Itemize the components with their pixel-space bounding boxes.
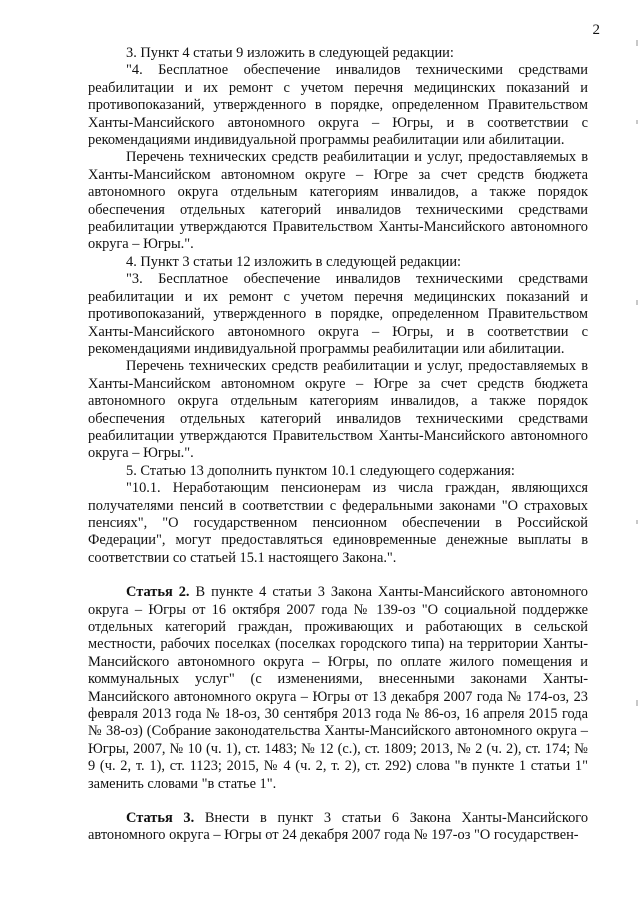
paragraph-list-technical-means-2: Перечень технических средств реабилитации и услуг, предоставляемых в Ханты-Мансийском автономном округе – Югре за счет средств бюджета автономного округа отдельным категориям инвалидов, а также порядок обеспечения отдельных категорий инвалидов техническими средствами реабилитации утверждаются Правительством Ханты-Мансийского автономного округа – Югры.". <box>88 358 588 462</box>
scan-edge-mark <box>636 120 638 124</box>
article-2-label: Статья 2. <box>126 584 190 601</box>
paragraph-new-point-3: "3. Бесплатное обеспечение инвалидов техническими средствами реабилитации и их ремонт с учетом перечня медицинских показаний и противопоказаний, утвержденного в порядке, определенном Правительством Ханты-Мансийского автономного округа – Югры, и в соответствии с рекомендациями индивидуальной программы реабилитации или абилитации. <box>88 271 588 357</box>
scan-edge-mark <box>636 700 638 706</box>
article-2-text: В пункте 4 статьи 3 Закона Ханты-Мансийского автономного округа – Югры от 16 октября 2007 года № 139-оз "О социальной поддержке отдельных категорий граждан, проживающих и работающих в сельской местности, рабочих поселках (поселках городского типа) на территории Ханты-Мансийского автономного округа – Югры, по оплате жилого помещения и коммунальных услуг" (с изменениями, внесенными законами Ханты-Мансийского автономного округа – Югры от 13 декабря 2007 года № 174-оз, 23 февраля 2013 года № 18-оз, 30 сентября 2013 года № 86-оз, 16 апреля 2015 года № 38-оз) (Собрание законодательства Ханты-Мансийского автономного округа – Югры, 2007, № 10 (ч. 1), ст. 1483; № 12 (с.), ст. 1809; 2013, № 2 (ч. 2), ст. 174; № 9 (ч. 2, т. 1), ст. 1123; 2015, № 4 (ч. 2, т. 2), ст. 292) слова "в пункте 1 статьи 1" заменить словами "в статье 1". <box>88 584 589 792</box>
paragraph-point-10-1: "10.1. Неработающим пенсионерам из числа граждан, являющихся получателями пенсий в соответствии с федеральными законами "О страховых пенсиях", "О государственном пенсионном обеспечении в Российской Федерации", могут предоставляться единовременные денежные выплаты в соответствии со статьей 15.1 настоящего Закона.". <box>88 480 588 566</box>
page-number: 2 <box>592 22 600 38</box>
scan-edge-mark <box>636 40 638 46</box>
scan-edge-mark <box>636 300 638 305</box>
paragraph-item-5: 5. Статью 13 дополнить пунктом 10.1 следующего содержания: <box>126 462 515 479</box>
scan-edge-mark <box>636 520 638 524</box>
article-3-text: Внести в пункт 3 статьи 6 Закона Ханты-Мансийского автономного округа – Югры от 24 декабря 2007 года № 197-оз "О государствен- <box>88 810 589 844</box>
paragraph-list-technical-means: Перечень технических средств реабилитации и услуг, предоставляемых в Ханты-Мансийском автономном округе – Югре за счет средств бюджета автономного округа отдельным категориям инвалидов, а также порядок обеспечения отдельных категорий инвалидов техническими средствами реабилитации утверждаются Правительством Ханты-Мансийского автономного округа – Югры.". <box>88 149 588 253</box>
article-3-label: Статья 3. <box>126 810 195 827</box>
paragraph-item-3: 3. Пункт 4 статьи 9 изложить в следующей редакции: <box>126 45 454 61</box>
paragraph-item-4: 4. Пункт 3 статьи 12 изложить в следующей редакции: <box>126 253 462 270</box>
article-3 <box>88 810 588 845</box>
article-2 <box>88 584 588 793</box>
document-body <box>88 45 588 845</box>
paragraph-new-point-4: "4. Бесплатное обеспечение инвалидов техническими средствами реабилитации и их ремонт с учетом перечня медицинских показаний и противопоказаний, утвержденного в порядке, определенном Правительством Ханты-Мансийского автономного округа – Югры, и в соответствии с рекомендациями индивидуальной программы реабилитации или абилитации. <box>88 62 588 149</box>
